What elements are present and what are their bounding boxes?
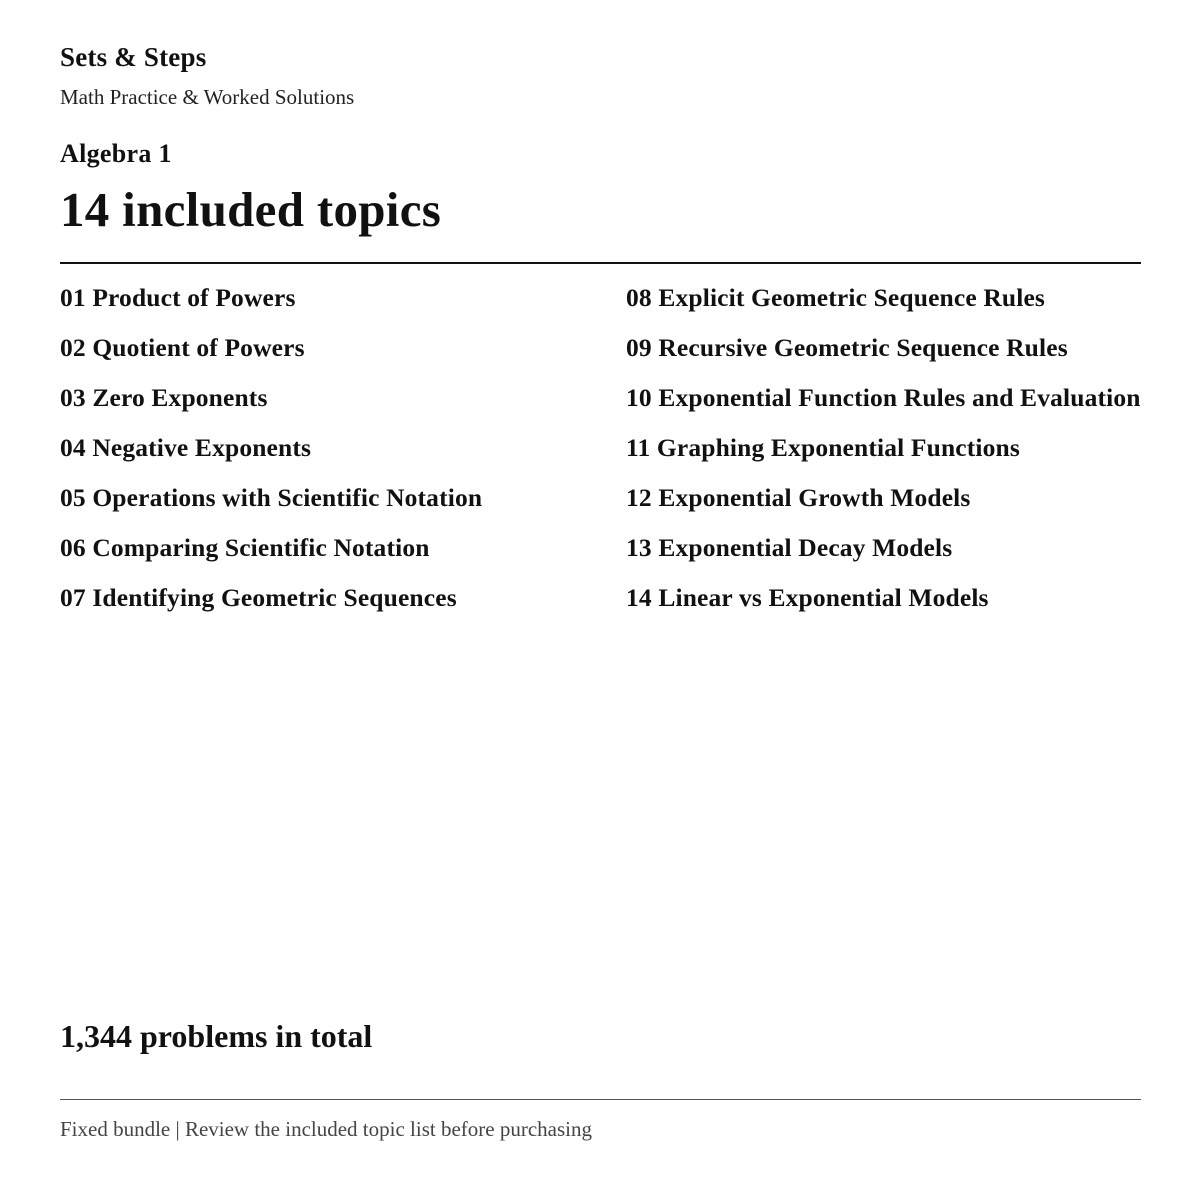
topic-item: 05 Operations with Scientific Notation — [60, 483, 483, 512]
footer-note: Fixed bundle | Review the included topic list before purchasing — [60, 1117, 592, 1141]
topic-item: 01 Product of Powers — [60, 283, 296, 312]
topic-item: 08 Explicit Geometric Sequence Rules — [626, 283, 1046, 312]
topic-item: 12 Exponential Growth Models — [626, 483, 971, 512]
course-name: Algebra 1 — [60, 139, 172, 168]
topic-item: 09 Recursive Geometric Sequence Rules — [626, 333, 1068, 362]
topic-item: 10 Exponential Function Rules and Evaluation — [626, 383, 1141, 412]
topic-list — [60, 281, 1141, 631]
bottom-divider — [60, 1099, 1141, 1100]
topic-item: 13 Exponential Decay Models — [626, 533, 953, 562]
topic-column-right — [626, 281, 1141, 631]
topic-item: 14 Linear vs Exponential Models — [626, 583, 989, 612]
topic-item: 04 Negative Exponents — [60, 433, 312, 462]
topic-item: 06 Comparing Scientific Notation — [60, 533, 430, 562]
bundle-page — [60, 0, 1141, 1200]
topic-item: 03 Zero Exponents — [60, 383, 268, 412]
brand-tagline: Math Practice & Worked Solutions — [60, 85, 355, 109]
topic-item: 07 Identifying Geometric Sequences — [60, 583, 457, 612]
brand-name: Sets & Steps — [60, 42, 207, 72]
problem-total: 1,344 problems in total — [60, 1018, 373, 1054]
topic-column-left — [60, 281, 626, 631]
topic-item: 11 Graphing Exponential Functions — [626, 433, 1020, 462]
page-title: 14 included topics — [60, 182, 442, 237]
topic-item: 02 Quotient of Powers — [60, 333, 305, 362]
top-divider — [60, 262, 1141, 264]
